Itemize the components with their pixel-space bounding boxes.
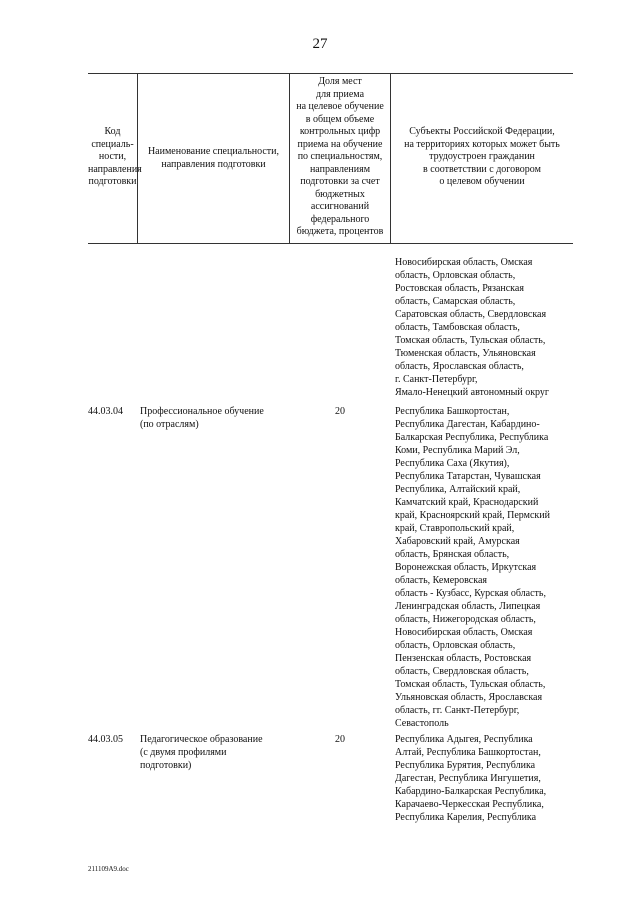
- row-2-name: Педагогическое образование (с двумя профилями подготовки): [140, 734, 263, 771]
- continuation-subjects: Новосибирская область, Омская область, Орловская область, Ростовская область, Рязанская область, Самарская область, Саратовская область, Свердловская область, Тамбовская область, Томская область, Тульская область, Тюменская область, Ульяновская область, Ярославская область, г. Санкт-Петербург, Ямало-Ненецкий автономный округ: [395, 257, 550, 398]
- header-share: Доля мест для приема на целевое обучение в общем объеме контрольных цифр приема на обучение по специальностям, направлениям подготовки за счет бюджетных ассигнований федерального бюджета, процентов: [296, 76, 384, 237]
- header-subjects: Субъекты Российской Федерации, на территориях которых может быть трудоустроен гражданин в соответствии с договором о целевом обучении: [404, 126, 560, 187]
- table-top-border: [88, 73, 573, 74]
- row-2-subjects: Республика Адыгея, Республика Алтай, Республика Башкортостан, Республика Бурятия, Республика Дагестан, Республика Ингушетия, Кабардино-Балкарская Республика, Карачаево-Черкесская Республика, Республика Карелия, Республика: [395, 734, 547, 823]
- header-name: Наименование специальности, направления подготовки: [147, 146, 280, 170]
- table-header-bottom-border: [88, 243, 573, 244]
- page-number: 27: [312, 36, 328, 52]
- row-1-share: 20: [335, 406, 345, 417]
- row-1-code: 44.03.04: [88, 406, 123, 417]
- row-1-subjects: Республика Башкортостан, Республика Дагестан, Кабардино- Балкарская Республика, Республика Коми, Республика Марий Эл, Республика Саха (Якутия), Республика Татарстан, Чувашская Республика, Алтайский край, Камчатский край, Краснодарский край, Красноярский край, Пермский край, Ставропольский край, Хабаровский край, Амурская область, Брянская область, Воронежская область, Иркутская область, Кемеровская область - Кузбасс, Курская область, Ленинградская область, Липецкая область, Нижегородская область, Новосибирская область, Омская область, Орловская область, Пензенская область, Ростовская область, Свердловская область, Томская область, Тульская область, Ульяновская область, Ярославская область, гг. Санкт-Петербург, Севастополь: [395, 406, 550, 729]
- header-code: Код специаль- ности, направления подготовки: [88, 126, 142, 187]
- row-1-name: Профессиональное обучение (по отраслям): [140, 406, 264, 430]
- row-2-code: 44.03.05: [88, 734, 123, 745]
- document-footer: 211109A9.doc: [88, 865, 129, 873]
- row-2-share: 20: [335, 734, 345, 745]
